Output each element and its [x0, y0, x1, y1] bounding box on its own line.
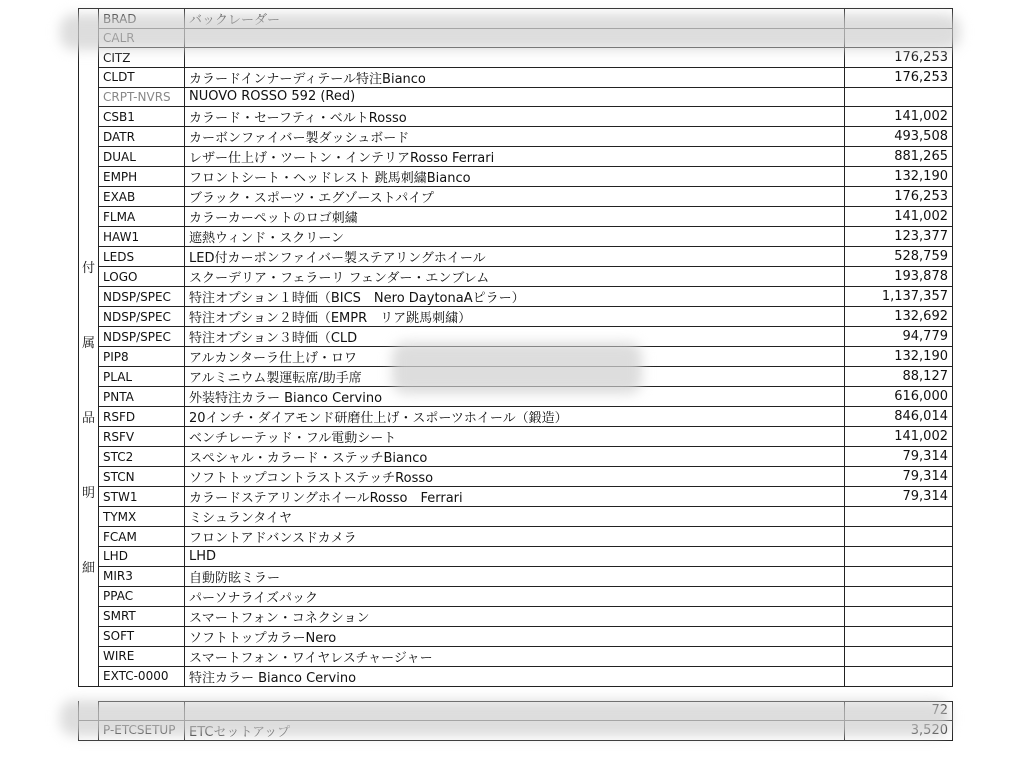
table-row — [79, 147, 953, 167]
option-price: 141,002 — [845, 207, 953, 227]
option-code: NDSP/SPEC — [99, 287, 185, 307]
option-price — [845, 547, 953, 566]
option-description: 特注オプション３時価（CLD — [185, 327, 845, 347]
option-price — [845, 626, 953, 646]
option-code: MIR3 — [99, 566, 185, 586]
option-description: ソフトトップカラーNero — [185, 626, 845, 646]
table-row — [79, 407, 953, 427]
option-code: CITZ — [99, 48, 185, 67]
option-price: 132,692 — [845, 307, 953, 327]
option-code: SOFT — [99, 626, 185, 646]
table-row — [79, 67, 953, 87]
option-description: カラードインナーディテール特注Bianco — [185, 67, 845, 87]
table-row — [79, 487, 953, 507]
option-code: RSFD — [99, 407, 185, 427]
option-code: STC2 — [99, 447, 185, 467]
table-row — [79, 646, 953, 666]
table-row — [79, 507, 953, 527]
option-code: EXTC-0000 — [99, 666, 185, 686]
table-row — [79, 267, 953, 287]
option-price: 79,314 — [845, 467, 953, 487]
option-description: LHD — [185, 547, 845, 566]
option-description — [185, 48, 845, 67]
option-price — [845, 646, 953, 666]
section-label — [79, 9, 99, 687]
table-row — [79, 227, 953, 247]
option-price: 141,002 — [845, 427, 953, 447]
option-code: STCN — [99, 467, 185, 487]
table-row — [79, 606, 953, 626]
table-row — [79, 167, 953, 187]
table-row — [79, 547, 953, 566]
table-row — [79, 207, 953, 227]
option-description: 20インチ・ダイアモンド研磨仕上げ・スポーツホイール（鍛造） — [185, 407, 845, 427]
option-code: NDSP/SPEC — [99, 307, 185, 327]
option-price — [845, 666, 953, 686]
option-description: ベンチレーテッド・フル電動シート — [185, 427, 845, 447]
option-description: スクーデリア・フェラーリ フェンダー・エンブレム — [185, 267, 845, 287]
section-label-char: 属 — [82, 336, 96, 351]
option-description: 外装特注カラー Bianco Cervino — [185, 387, 845, 407]
table-row — [79, 87, 953, 106]
option-price: 176,253 — [845, 48, 953, 67]
option-price: 79,314 — [845, 487, 953, 507]
option-price — [845, 566, 953, 586]
option-description: 遮熱ウィンド・スクリーン — [185, 227, 845, 247]
option-code: FLMA — [99, 207, 185, 227]
option-description: ブラック・スポーツ・エグゾーストパイプ — [185, 187, 845, 207]
option-description: アルカンターラ仕上げ・ロワ — [185, 347, 845, 367]
option-price — [845, 606, 953, 626]
option-code: TYMX — [99, 507, 185, 527]
option-price: 79,314 — [845, 447, 953, 467]
option-description: 特注オプション１時価（BICS Nero DaytonaAピラー） — [185, 287, 845, 307]
option-description: 特注カラー Bianco Cervino — [185, 666, 845, 686]
option-price — [845, 586, 953, 606]
option-code: CRPT-NVRS — [99, 87, 185, 106]
option-description: カラーカーペットのロゴ刺繍 — [185, 207, 845, 227]
option-description: スペシャル・カラード・ステッチBianco — [185, 447, 845, 467]
option-description: フロントシート・ヘッドレスト 跳馬刺繍Bianco — [185, 167, 845, 187]
option-code: LEDS — [99, 247, 185, 267]
redaction-blur-top — [60, 14, 960, 50]
option-code: EMPH — [99, 167, 185, 187]
table-row — [79, 187, 953, 207]
option-price: 1,137,357 — [845, 287, 953, 307]
option-description: スマートフォン・コネクション — [185, 606, 845, 626]
table-row — [79, 666, 953, 686]
option-price: 528,759 — [845, 247, 953, 267]
option-code: STW1 — [99, 487, 185, 507]
table-row — [79, 566, 953, 586]
option-price: 193,878 — [845, 267, 953, 287]
option-description: スマートフォン・ワイヤレスチャージャー — [185, 646, 845, 666]
option-code: FCAM — [99, 527, 185, 547]
option-code: HAW1 — [99, 227, 185, 247]
option-price: 176,253 — [845, 67, 953, 87]
option-price: 141,002 — [845, 107, 953, 127]
option-price: 493,508 — [845, 127, 953, 147]
option-code: WIRE — [99, 646, 185, 666]
table-row — [79, 626, 953, 646]
option-price: 176,253 — [845, 187, 953, 207]
table-row — [79, 527, 953, 547]
redaction-blur-middle — [392, 342, 642, 394]
option-code: PIP8 — [99, 347, 185, 367]
option-description: ミシュランタイヤ — [185, 507, 845, 527]
section-label-char: 明 — [82, 486, 96, 501]
section-label-char: 付 — [82, 261, 96, 276]
option-price: 94,779 — [845, 327, 953, 347]
option-price — [845, 527, 953, 547]
table-row — [79, 447, 953, 467]
redaction-blur-bottom — [60, 700, 950, 736]
option-price: 881,265 — [845, 147, 953, 167]
table-row — [79, 247, 953, 267]
option-description: カラード・セーフティ・ベルトRosso — [185, 107, 845, 127]
table-row — [79, 287, 953, 307]
option-price: 846,014 — [845, 407, 953, 427]
option-description: レザー仕上げ・ツートン・インテリアRosso Ferrari — [185, 147, 845, 167]
option-description: NUOVO ROSSO 592 (Red) — [185, 87, 845, 106]
option-description: アルミニウム製運転席/助手席 — [185, 367, 845, 387]
option-description: LED付カーボンファイバー製ステアリングホイール — [185, 247, 845, 267]
option-price: 132,190 — [845, 167, 953, 187]
table-row — [79, 586, 953, 606]
option-description: ソフトトップコントラストステッチRosso — [185, 467, 845, 487]
option-price: 616,000 — [845, 387, 953, 407]
option-code: CLDT — [99, 67, 185, 87]
option-code: LHD — [99, 547, 185, 566]
table-row — [79, 307, 953, 327]
option-description: パーソナライズパック — [185, 586, 845, 606]
option-code: DATR — [99, 127, 185, 147]
option-code: RSFV — [99, 427, 185, 447]
table-row — [79, 427, 953, 447]
option-description: カーボンファイバー製ダッシュボード — [185, 127, 845, 147]
option-description: 自動防眩ミラー — [185, 566, 845, 586]
table-row — [79, 48, 953, 67]
option-price: 88,127 — [845, 367, 953, 387]
option-code: LOGO — [99, 267, 185, 287]
option-code: PPAC — [99, 586, 185, 606]
section-label-char: 細 — [82, 561, 96, 576]
option-description: カラードステアリングホイールRosso Ferrari — [185, 487, 845, 507]
option-code: DUAL — [99, 147, 185, 167]
option-code: NDSP/SPEC — [99, 327, 185, 347]
table-row — [79, 107, 953, 127]
section-label-chars — [83, 9, 94, 632]
option-description: フロントアドバンスドカメラ — [185, 527, 845, 547]
option-code: PNTA — [99, 387, 185, 407]
option-code: CSB1 — [99, 107, 185, 127]
option-price — [845, 507, 953, 527]
section-label-char: 品 — [82, 411, 96, 426]
option-code: SMRT — [99, 606, 185, 626]
option-description: 特注オプション２時価（EMPR リア跳馬刺繍） — [185, 307, 845, 327]
option-price — [845, 87, 953, 106]
option-code: EXAB — [99, 187, 185, 207]
table-row — [79, 467, 953, 487]
option-code: PLAL — [99, 367, 185, 387]
option-price: 132,190 — [845, 347, 953, 367]
table-row — [79, 127, 953, 147]
option-price: 123,377 — [845, 227, 953, 247]
